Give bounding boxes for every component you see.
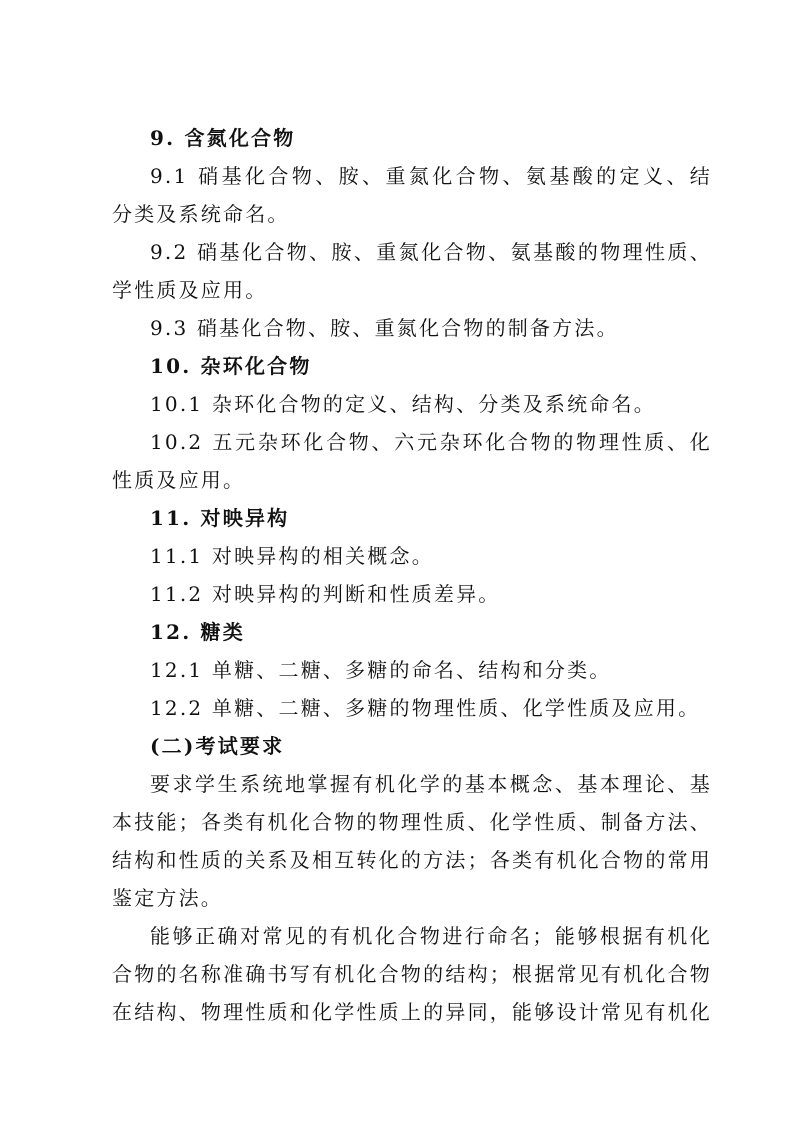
item-9-1-line-1: 9.1 硝基化合物、胺、重氮化合物、氨基酸的定义、结 [150,164,712,188]
heading-exam-requirements: (二)考试要求 [150,734,285,758]
req-paragraph-1-line-1: 要求学生系统地掌握有机化学的基本概念、基本理论、基 [150,772,712,796]
item-9-2-line-2: 学性质及应用。 [112,278,268,302]
heading-heterocyclic-compounds: 10. 杂环化合物 [150,354,312,378]
heading-nitrogen-compounds: 9. 含氮化合物 [150,126,296,150]
req-paragraph-1-line-4: 鉴定方法。 [112,886,223,910]
item-9-3: 9.3 硝基化合物、胺、重氮化合物的制备方法。 [150,316,619,340]
item-11-1: 11.1 对映异构的相关概念。 [150,544,434,568]
item-11-2: 11.2 对映异构的判断和性质差异。 [150,582,501,606]
req-paragraph-2-line-3: 在结构、物理性质和化学性质上的异同，能够设计常见有机化 [112,1000,712,1024]
item-12-2: 12.2 单糖、二糖、多糖的物理性质、化学性质及应用。 [150,696,701,720]
item-9-2-line-1: 9.2 硝基化合物、胺、重氮化合物、氨基酸的物理性质、 [150,240,712,264]
req-paragraph-1-line-3: 结构和性质的关系及相互转化的方法；各类有机化合物的常用 [112,848,712,872]
item-9-1-line-2: 分类及系统命名。 [112,202,290,226]
item-10-2-line-1: 10.2 五元杂环化合物、六元杂环化合物的物理性质、化 [150,430,712,454]
item-10-1: 10.1 杂环化合物的定义、结构、分类及系统命名。 [150,392,656,416]
req-paragraph-1-line-2: 本技能；各类有机化合物的物理性质、化学性质、制备方法、 [112,810,712,834]
heading-carbohydrates: 12. 糖类 [150,620,245,644]
item-10-2-line-2: 性质及应用。 [112,468,246,492]
req-paragraph-2-line-2: 合物的名称准确书写有机化合物的结构；根据常见有机化合物 [112,962,712,986]
item-12-1: 12.1 单糖、二糖、多糖的命名、结构和分类。 [150,658,612,682]
req-paragraph-2-line-1: 能够正确对常见的有机化合物进行命名；能够根据有机化 [150,924,712,948]
heading-enantiomerism: 11. 对映异构 [150,506,290,530]
